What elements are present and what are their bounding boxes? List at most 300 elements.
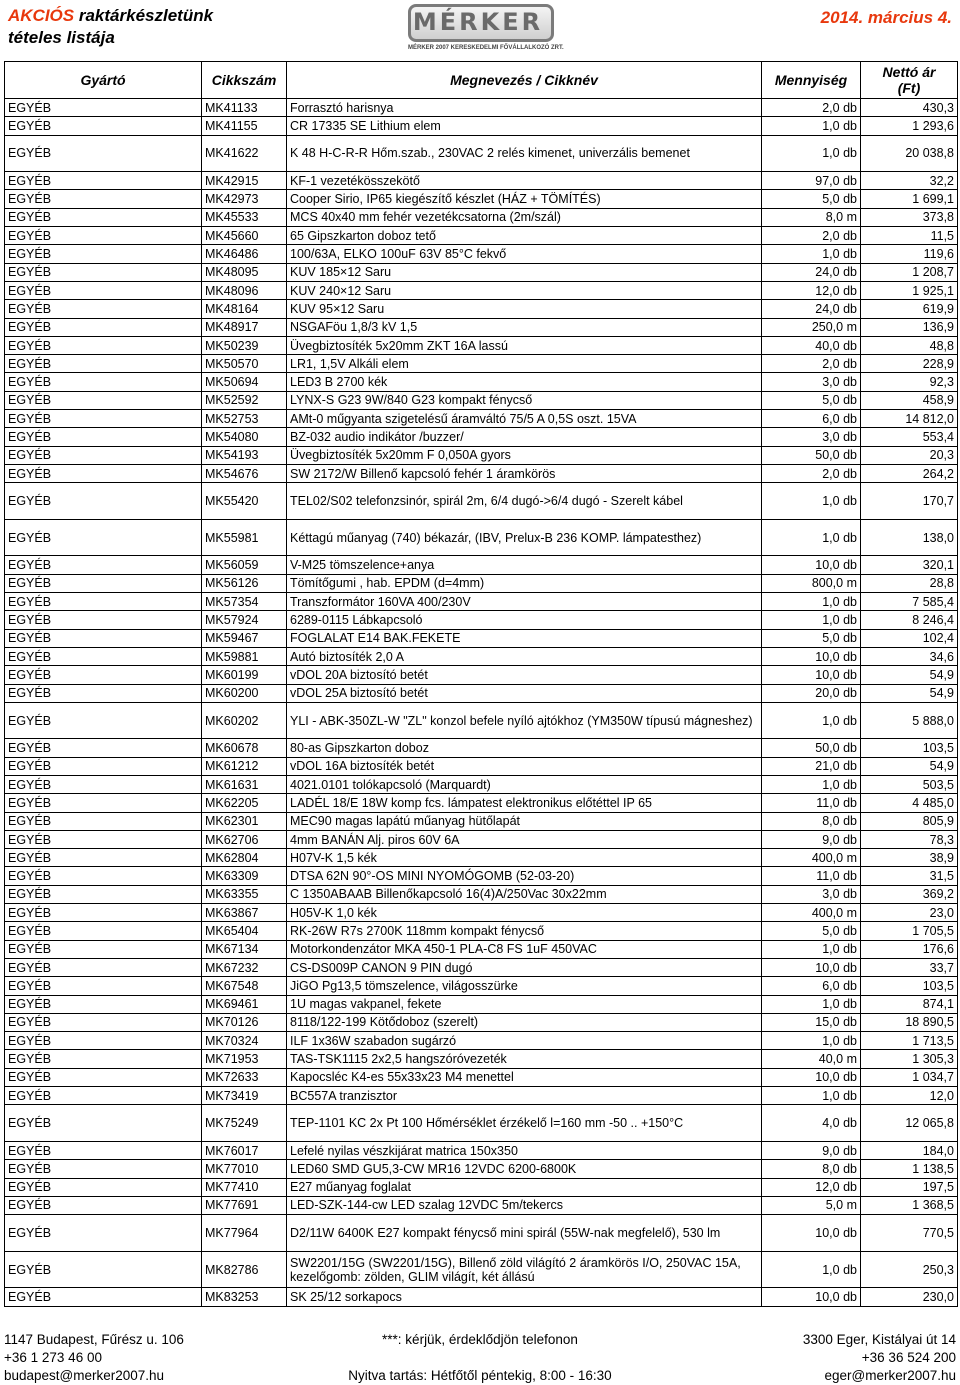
col-header-code: Cikkszám [202,62,287,99]
table-row [5,849,958,867]
cell-code: MK54193 [202,446,287,464]
cell-code: MK57354 [202,593,287,611]
cell-price: 1 305,3 [861,1050,958,1068]
cell-name: Kapocsléc K4-es 55x33x23 M4 menettel [287,1068,762,1086]
table-row [5,574,958,592]
cell-maker: EGYÉB [5,812,202,830]
table-row [5,172,958,190]
table-header-row [5,62,958,99]
cell-maker: EGYÉB [5,263,202,281]
cell-qty: 1,0 db [762,995,861,1013]
list-date: 2014. március 4. [820,8,952,27]
cell-qty: 1,0 db [762,611,861,629]
cell-name: LR1, 1,5V Alkáli elem [287,355,762,373]
logo-subtitle: MÉRKER 2007 KERESKEDELMI FŐVÁLLALKOZÓ ZRT. [408,45,564,51]
cell-qty: 2,0 db [762,227,861,245]
table-row [5,775,958,793]
cell-name: LED3 B 2700 kék [287,373,762,391]
cell-maker: EGYÉB [5,849,202,867]
table-row [5,556,958,574]
cell-code: MK48164 [202,300,287,318]
cell-name: K 48 H-C-R-R Hőm.szab., 230VAC 2 relés kimenet, univerzális bemenet [287,135,762,172]
cell-qty: 9,0 db [762,1141,861,1159]
cell-maker: EGYÉB [5,739,202,757]
cell-maker: EGYÉB [5,611,202,629]
title-akcios: AKCIÓS [8,6,75,25]
cell-name: AMt-0 műgyanta szigetelésű áramváltó 75/5 A 0,5S oszt. 15VA [287,410,762,428]
cell-price: 14 812,0 [861,410,958,428]
cell-qty: 8,0 m [762,208,861,226]
cell-name: Tömítőgumi , hab. EPDM (d=4mm) [287,574,762,592]
cell-code: MK77410 [202,1178,287,1196]
cell-qty: 10,0 db [762,958,861,976]
cell-price: 250,3 [861,1251,958,1288]
stock-table [4,61,958,1307]
cell-qty: 8,0 db [762,1160,861,1178]
table-row [5,702,958,739]
cell-price: 1 034,7 [861,1068,958,1086]
cell-name: KUV 240×12 Saru [287,281,762,299]
table-row [5,684,958,702]
cell-code: MK75249 [202,1105,287,1142]
cell-price: 102,4 [861,629,958,647]
cell-name: TAS-TSK1115 2x2,5 hangszóróvezeték [287,1050,762,1068]
cell-maker: EGYÉB [5,1178,202,1196]
cell-qty: 10,0 db [762,1068,861,1086]
cell-name: 4mm BANÁN Alj. piros 60V 6A [287,830,762,848]
cell-code: MK69461 [202,995,287,1013]
cell-code: MK59881 [202,647,287,665]
table-row [5,336,958,354]
footer-budapest-address: 1147 Budapest, Fűrész u. 106 [4,1332,184,1347]
cell-code: MK83253 [202,1288,287,1306]
table-row [5,281,958,299]
cell-qty: 40,0 db [762,336,861,354]
cell-price: 553,4 [861,428,958,446]
cell-qty: 11,0 db [762,794,861,812]
cell-maker: EGYÉB [5,556,202,574]
cell-code: MK62301 [202,812,287,830]
cell-qty: 4,0 db [762,1105,861,1142]
table-row [5,1215,958,1252]
cell-name: LED-SZK-144-cw LED szalag 12VDC 5m/tekercs [287,1196,762,1214]
cell-name: LADÉL 18/E 18W komp fcs. lámpatest elektronikus előtéttel IP 65 [287,794,762,812]
cell-price: 5 888,0 [861,702,958,739]
cell-qty: 400,0 m [762,904,861,922]
cell-code: MK60678 [202,739,287,757]
cell-name: KUV 185×12 Saru [287,263,762,281]
cell-name: DTSA 62N 90°-OS MINI NYOMÓGOMB (52-03-20) [287,867,762,885]
table-row [5,263,958,281]
cell-name: 100/63A, ELKO 100uF 63V 85°C fekvő [287,245,762,263]
cell-code: MK56126 [202,574,287,592]
cell-qty: 1,0 db [762,593,861,611]
cell-maker: EGYÉB [5,208,202,226]
cell-code: MK46486 [202,245,287,263]
cell-name: FOGLALAT E14 BAK.FEKETE [287,629,762,647]
table-row [5,867,958,885]
cell-code: MK70324 [202,1032,287,1050]
cell-qty: 10,0 db [762,1288,861,1306]
cell-maker: EGYÉB [5,757,202,775]
table-row [5,1087,958,1105]
cell-name: SK 25/12 sorkapocs [287,1288,762,1306]
cell-maker: EGYÉB [5,464,202,482]
cell-name: E27 műanyag foglalat [287,1178,762,1196]
cell-name: 1U magas vakpanel, fekete [287,995,762,1013]
cell-maker: EGYÉB [5,1013,202,1031]
cell-price: 770,5 [861,1215,958,1252]
cell-maker: EGYÉB [5,336,202,354]
table-row [5,428,958,446]
cell-qty: 5,0 db [762,391,861,409]
cell-price: 92,3 [861,373,958,391]
cell-price: 1 705,5 [861,922,958,940]
cell-qty: 1,0 db [762,519,861,556]
cell-name: Cooper Sirio, IP65 kiegészítő készlet (HÁZ + TÖMÍTÉS) [287,190,762,208]
table-row [5,885,958,903]
table-row [5,135,958,172]
table-row [5,812,958,830]
col-header-name: Megnevezés / Cikknév [287,62,762,99]
cell-code: MK48917 [202,318,287,336]
cell-price: 369,2 [861,885,958,903]
table-row [5,666,958,684]
cell-qty: 800,0 m [762,574,861,592]
cell-code: MK60199 [202,666,287,684]
cell-maker: EGYÉB [5,355,202,373]
cell-name: NSGAFöu 1,8/3 kV 1,5 [287,318,762,336]
cell-price: 264,2 [861,464,958,482]
cell-maker: EGYÉB [5,446,202,464]
cell-qty: 24,0 db [762,300,861,318]
cell-maker: EGYÉB [5,245,202,263]
table-row [5,99,958,117]
cell-code: MK65404 [202,922,287,940]
cell-price: 230,0 [861,1288,958,1306]
cell-name: 6289-0115 Lábkapcsoló [287,611,762,629]
table-row [5,1251,958,1288]
cell-code: MK77691 [202,1196,287,1214]
footer-budapest-phone: +36 1 273 46 00 [4,1350,102,1365]
cell-code: MK41155 [202,117,287,135]
cell-name: LYNX-S G23 9W/840 G23 kompakt fénycső [287,391,762,409]
cell-name: Kéttagú műanyag (740) békazár, (IBV, Prelux-B 236 KOMP. lámpatesthez) [287,519,762,556]
cell-code: MK41133 [202,99,287,117]
cell-name: Motorkondenzátor MKA 450-1 PLA-C8 FS 1uF 450VAC [287,940,762,958]
table-row [5,355,958,373]
cell-maker: EGYÉB [5,995,202,1013]
cell-price: 1 713,5 [861,1032,958,1050]
page-header [0,0,960,60]
cell-maker: EGYÉB [5,1160,202,1178]
cell-name: Üvegbiztosíték 5x20mm ZKT 16A lassú [287,336,762,354]
cell-price: 805,9 [861,812,958,830]
cell-maker: EGYÉB [5,666,202,684]
table-row [5,245,958,263]
cell-qty: 400,0 m [762,849,861,867]
table-row [5,300,958,318]
table-row [5,410,958,428]
cell-price: 4 485,0 [861,794,958,812]
cell-maker: EGYÉB [5,647,202,665]
cell-maker: EGYÉB [5,940,202,958]
cell-code: MK77964 [202,1215,287,1252]
cell-name: MEC90 magas lapátú műanyag hütőlapát [287,812,762,830]
cell-maker: EGYÉB [5,99,202,117]
cell-price: 28,8 [861,574,958,592]
cell-code: MK77010 [202,1160,287,1178]
cell-name: TEL02/S02 telefonzsinór, spirál 2m, 6/4 dugó->6/4 dugó - Szerelt kábel [287,483,762,520]
table-row [5,922,958,940]
table-row [5,977,958,995]
table-row [5,830,958,848]
title-line-2: tételes listája [8,28,115,47]
cell-maker: EGYÉB [5,117,202,135]
cell-qty: 1,0 db [762,1087,861,1105]
table-row [5,190,958,208]
cell-qty: 1,0 db [762,940,861,958]
table-row [5,739,958,757]
cell-code: MK72633 [202,1068,287,1086]
cell-price: 874,1 [861,995,958,1013]
cell-qty: 5,0 db [762,190,861,208]
cell-qty: 11,0 db [762,867,861,885]
cell-code: MK56059 [202,556,287,574]
cell-qty: 40,0 m [762,1050,861,1068]
cell-qty: 50,0 db [762,446,861,464]
cell-maker: EGYÉB [5,281,202,299]
cell-maker: EGYÉB [5,391,202,409]
cell-qty: 10,0 db [762,666,861,684]
cell-code: MK59467 [202,629,287,647]
cell-code: MK42915 [202,172,287,190]
cell-maker: EGYÉB [5,885,202,903]
table-row [5,1013,958,1031]
cell-maker: EGYÉB [5,684,202,702]
table-row [5,647,958,665]
table-row [5,593,958,611]
cell-code: MK50239 [202,336,287,354]
cell-maker: EGYÉB [5,1050,202,1068]
cell-name: vDOL 20A biztosító betét [287,666,762,684]
footer-budapest-email: budapest@merker2007.hu [4,1368,165,1383]
table-row [5,757,958,775]
table-row [5,940,958,958]
cell-code: MK62804 [202,849,287,867]
cell-maker: EGYÉB [5,1215,202,1252]
cell-name: MCS 40x40 mm fehér vezetékcsatorna (2m/szál) [287,208,762,226]
cell-name: vDOL 25A biztosító betét [287,684,762,702]
cell-price: 78,3 [861,830,958,848]
cell-maker: EGYÉB [5,519,202,556]
cell-name: D2/11W 6400K E27 kompakt fénycső mini spirál (55W-nak megfelelő), 530 lm [287,1215,762,1252]
cell-code: MK63355 [202,885,287,903]
cell-maker: EGYÉB [5,1068,202,1086]
cell-price: 197,5 [861,1178,958,1196]
cell-code: MK67232 [202,958,287,976]
cell-code: MK50694 [202,373,287,391]
cell-code: MK62205 [202,794,287,812]
cell-qty: 1,0 db [762,483,861,520]
cell-qty: 8,0 db [762,812,861,830]
title-raktarkeszlet: raktárkészletünk [78,6,214,25]
cell-price: 18 890,5 [861,1013,958,1031]
cell-name: Autó biztosíték 2,0 A [287,647,762,665]
cell-code: MK50570 [202,355,287,373]
cell-qty: 97,0 db [762,172,861,190]
cell-code: MK82786 [202,1251,287,1288]
cell-price: 1 293,6 [861,117,958,135]
cell-maker: EGYÉB [5,593,202,611]
cell-maker: EGYÉB [5,702,202,739]
cell-price: 320,1 [861,556,958,574]
cell-code: MK61631 [202,775,287,793]
cell-qty: 2,0 db [762,464,861,482]
cell-maker: EGYÉB [5,428,202,446]
cell-qty: 50,0 db [762,739,861,757]
cell-name: C 1350ABAAB Billenőkapcsoló 16(4)A/250Vac 30x22mm [287,885,762,903]
cell-name: H07V-K 1,5 kék [287,849,762,867]
table-row [5,318,958,336]
table-row [5,373,958,391]
cell-price: 12,0 [861,1087,958,1105]
cell-maker: EGYÉB [5,300,202,318]
cell-code: MK55420 [202,483,287,520]
cell-code: MK73419 [202,1087,287,1105]
cell-maker: EGYÉB [5,483,202,520]
cell-price: 34,6 [861,647,958,665]
cell-name: vDOL 16A biztosíték betét [287,757,762,775]
cell-price: 20,3 [861,446,958,464]
page-footer [0,1330,960,1385]
cell-name: Lefelé nyilas vészkijárat matrica 150x350 [287,1141,762,1159]
cell-maker: EGYÉB [5,1288,202,1306]
cell-code: MK63867 [202,904,287,922]
cell-name: JiGO Pg13,5 tömszelence, világosszürke [287,977,762,995]
cell-price: 176,6 [861,940,958,958]
cell-maker: EGYÉB [5,135,202,172]
cell-price: 38,9 [861,849,958,867]
cell-qty: 1,0 db [762,1251,861,1288]
cell-price: 31,5 [861,867,958,885]
cell-name: 80-as Gipszkarton doboz [287,739,762,757]
cell-maker: EGYÉB [5,867,202,885]
cell-code: MK60200 [202,684,287,702]
cell-price: 32,2 [861,172,958,190]
cell-name: YLI - ABK-350ZL-W "ZL" konzol befele nyíló ajtókhoz (YM350W típusú mágneshez) [287,702,762,739]
cell-price: 12 065,8 [861,1105,958,1142]
cell-price: 54,9 [861,666,958,684]
table-row [5,611,958,629]
cell-name: LED60 SMD GU5,3-CW MR16 12VDC 6200-6800K [287,1160,762,1178]
table-row [5,227,958,245]
cell-name: V-M25 tömszelence+anya [287,556,762,574]
cell-code: MK48095 [202,263,287,281]
cell-qty: 1,0 db [762,135,861,172]
cell-qty: 250,0 m [762,318,861,336]
table-row [5,794,958,812]
cell-maker: EGYÉB [5,574,202,592]
cell-code: MK61212 [202,757,287,775]
cell-price: 8 246,4 [861,611,958,629]
cell-name: BZ-032 audio indikátor /buzzer/ [287,428,762,446]
price-header-line2: (Ft) [897,80,921,96]
cell-qty: 6,0 db [762,410,861,428]
cell-qty: 10,0 db [762,1215,861,1252]
cell-code: MK54676 [202,464,287,482]
cell-price: 1 208,7 [861,263,958,281]
col-header-price [861,62,958,99]
table-row [5,1050,958,1068]
cell-price: 430,3 [861,99,958,117]
cell-name: CR 17335 SE Lithium elem [287,117,762,135]
cell-price: 119,6 [861,245,958,263]
cell-name: Transzformátor 160VA 400/230V [287,593,762,611]
cell-qty: 5,0 db [762,629,861,647]
cell-name: KF-1 vezetékösszekötő [287,172,762,190]
cell-qty: 10,0 db [762,556,861,574]
cell-price: 7 585,4 [861,593,958,611]
cell-price: 20 038,8 [861,135,958,172]
cell-name: 4021.0101 tolókapcsoló (Marquardt) [287,775,762,793]
table-row [5,464,958,482]
cell-name: KUV 95×12 Saru [287,300,762,318]
cell-price: 33,7 [861,958,958,976]
cell-maker: EGYÉB [5,904,202,922]
cell-price: 619,9 [861,300,958,318]
title-line-1 [8,6,213,26]
cell-name: 8118/122-199 Kötődoboz (szerelt) [287,1013,762,1031]
cell-maker: EGYÉB [5,227,202,245]
cell-price: 138,0 [861,519,958,556]
cell-code: MK55981 [202,519,287,556]
cell-maker: EGYÉB [5,922,202,940]
cell-name: ILF 1x36W szabadon sugárzó [287,1032,762,1050]
cell-maker: EGYÉB [5,1105,202,1142]
cell-price: 1 699,1 [861,190,958,208]
cell-price: 1 368,5 [861,1196,958,1214]
cell-qty: 1,0 db [762,117,861,135]
cell-qty: 6,0 db [762,977,861,995]
cell-maker: EGYÉB [5,1196,202,1214]
cell-price: 373,8 [861,208,958,226]
cell-maker: EGYÉB [5,1087,202,1105]
cell-name: SW 2172/W Billenő kapcsoló fehér 1 áramkörös [287,464,762,482]
table-row [5,995,958,1013]
footer-eger-address: 3300 Eger, Kistályai út 14 [802,1332,956,1347]
cell-name: RK-26W R7s 2700K 118mm kompakt fénycső [287,922,762,940]
cell-code: MK70126 [202,1013,287,1031]
cell-maker: EGYÉB [5,1141,202,1159]
cell-code: MK45533 [202,208,287,226]
cell-price: 1 925,1 [861,281,958,299]
cell-code: MK67134 [202,940,287,958]
footer-eger-phone: +36 36 524 200 [861,1350,956,1365]
footer-opening-hours: Nyitva tartás: Hétfőtől péntekig, 8:00 - 16:30 [348,1368,612,1383]
cell-name: CS-DS009P CANON 9 PIN dugó [287,958,762,976]
price-header-text [883,64,936,96]
cell-maker: EGYÉB [5,629,202,647]
cell-price: 11,5 [861,227,958,245]
cell-code: MK57924 [202,611,287,629]
cell-code: MK67548 [202,977,287,995]
cell-qty: 21,0 db [762,757,861,775]
cell-price: 458,9 [861,391,958,409]
cell-price: 23,0 [861,904,958,922]
cell-price: 170,7 [861,483,958,520]
cell-qty: 1,0 db [762,775,861,793]
